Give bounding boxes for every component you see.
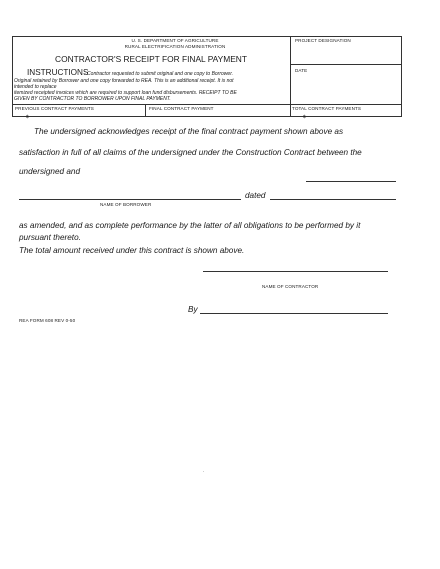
para2-line2: pursuant thereto. <box>19 233 81 242</box>
payments-top-line <box>12 104 402 105</box>
dated-line[interactable] <box>270 199 396 200</box>
borrower-name-line[interactable] <box>19 199 241 200</box>
page-title: CONTRACTOR'S RECEIPT FOR FINAL PAYMENT <box>55 54 247 64</box>
page-mark: . <box>203 468 205 473</box>
header-divider-date <box>290 64 402 65</box>
by-label: By <box>188 305 198 314</box>
para1-line1: The undersigned acknowledges receipt of the final contract payment shown above as <box>34 127 344 136</box>
form-id: REA FORM 608 REV 0-50 <box>19 318 76 323</box>
contractor-caption: NAME OF CONTRACTOR <box>262 284 319 289</box>
instructions-line-1: - Contractor requested to submit original and one copy to Borrower. <box>84 71 234 77</box>
blank-line-right[interactable] <box>306 181 396 182</box>
contractor-name-line[interactable] <box>203 271 388 272</box>
previous-payments-label: PREVIOUS CONTRACT PAYMENTS <box>15 106 94 111</box>
payments-divider-1 <box>145 104 146 117</box>
final-payment-label: FINAL CONTRACT PAYMENT <box>149 106 214 111</box>
previous-payments-value: $ <box>26 114 29 119</box>
para3: The total amount received under this contract is shown above. <box>19 246 245 255</box>
instructions-heading: INSTRUCTIONS <box>27 68 89 77</box>
dated-label: dated <box>245 191 266 200</box>
total-payments-label: TOTAL CONTRACT PAYMENTS <box>292 106 362 111</box>
instructions-line-3: intended to replace <box>14 84 57 90</box>
instructions-line-4: itemized receipted invoices which are required to support loan fund disbursements. RECEIPT TO BE <box>14 90 237 96</box>
agency-line-2: RURAL ELECTRIFICATION ADMINISTRATION <box>124 44 226 49</box>
borrower-caption: NAME OF BORROWER <box>100 202 152 207</box>
para1-line2: satisfaction in full of all claims of the undersigned under the Construction Contract between the <box>19 148 362 157</box>
date-label: DATE <box>295 68 308 73</box>
agency-line-1: U. S. DEPARTMENT OF AGRICULTURE <box>131 38 219 43</box>
instructions-line-2: Original retained by Borrower and one copy forwarded to REA. This is an additional receipt. It is not <box>14 78 234 84</box>
total-payments-value: $ <box>303 114 306 119</box>
project-designation-label: PROJECT DESIGNATION <box>295 38 351 43</box>
para1-line3: undersigned and <box>19 167 81 176</box>
by-signature-line[interactable] <box>200 313 388 314</box>
para2-line1: as amended, and as complete performance by the latter of all obligations to be performed by it <box>19 221 361 230</box>
instructions-line-5: GIVEN BY CONTRACTOR TO BORROWER UPON FINAL PAYMENT. <box>14 96 171 102</box>
